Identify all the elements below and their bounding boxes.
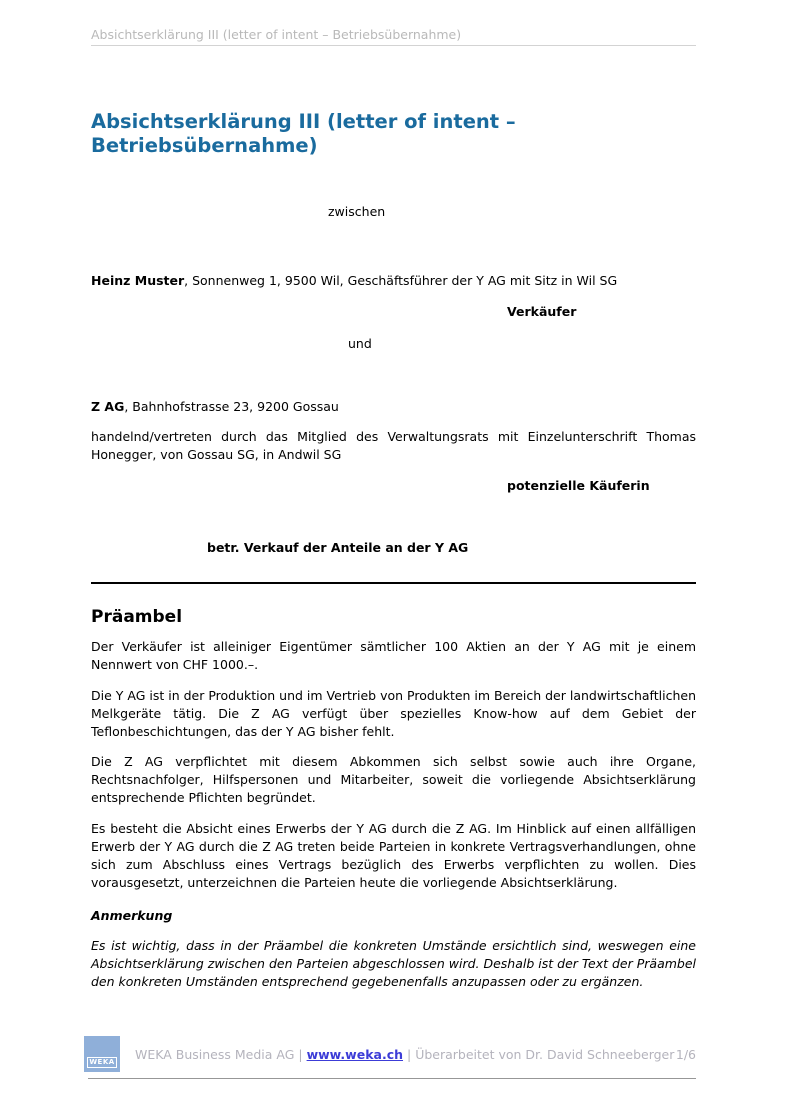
weka-logo-icon	[84, 1036, 120, 1072]
footer-separator: |	[407, 1047, 412, 1062]
weka-website-link[interactable]: www.weka.ch	[306, 1047, 404, 1062]
section-divider	[91, 582, 696, 584]
preamble-paragraph: Die Y AG ist in der Produktion und im Vertrieb von Produkten im Bereich der landwirtschaftlichen Melkgeräte tätig. Die Z AG verfügt über spezielles Know-how auf dem Gebiet der Teflonbeschichtungen, das der Y AG bisher fehlt.	[91, 687, 696, 739]
weka-logo-text: WEKA	[87, 1057, 117, 1068]
note-paragraph: Es ist wichtig, dass in der Präambel die konkreten Umstände ersichtlich sind, weswegen eine Absichtserklärung zwischen den Parteien abgeschlossen wird. Deshalb ist der Text der Präambel den konkreten Umständen entsprechend gegebenenfalls anzupassen oder zu ergänzen.	[91, 937, 696, 989]
seller-name: Heinz Muster	[91, 273, 185, 288]
preamble-paragraph: Der Verkäufer ist alleiniger Eigentümer sämtlicher 100 Aktien an der Y AG mit je einem Nennwert von CHF 1000.–.	[91, 639, 696, 672]
note-heading: Anmerkung	[91, 907, 173, 923]
buyer-name: Z AG	[91, 399, 125, 414]
seller-role-label: Verkäufer	[507, 304, 577, 319]
buyer-representation: handelnd/vertreten durch das Mitglied des Verwaltungsrats mit Einzelunterschrift Thomas Honegger, von Gossau SG, in Andwil SG	[91, 429, 696, 462]
buyer-role-label: potenzielle Käuferin	[507, 478, 650, 493]
preamble-heading: Präambel	[91, 607, 183, 627]
running-header-title: Absichtserklärung III (letter of intent – Betriebsübernahme)	[91, 27, 462, 42]
running-header	[91, 0, 696, 46]
between-label: zwischen	[328, 204, 386, 219]
seller-details: , Sonnenweg 1, 9500 Wil, Geschäftsführer der Y AG mit Sitz in Wil SG	[184, 273, 618, 288]
preamble-paragraph: Es besteht die Absicht eines Erwerbs der Y AG durch die Z AG. Im Hinblick auf einen allfälligen Erwerb der Y AG durch die Z AG treten beide Parteien in konkrete Vertragsverhandlungen, ohne sich zum Abschluss eines Vertrags bezüglich des Erwerbs verpflichten zu wollen. Dies vorausgesetzt, unterzeichnen die Parteien heute die vorliegende Absichtserklärung.	[91, 820, 696, 890]
footer-divider	[88, 1078, 696, 1079]
page-footer	[0, 1036, 787, 1086]
footer-edited-by: Überarbeitet von Dr. David Schneeberger	[415, 1047, 675, 1062]
buyer-details: , Bahnhofstrasse 23, 9200 Gossau	[124, 399, 339, 414]
page-title: Absichtserklärung III (letter of intent – Betriebsübernahme)	[91, 110, 516, 157]
seller-party-line	[91, 272, 696, 289]
footer-separator: |	[298, 1047, 303, 1062]
and-label: und	[348, 336, 372, 351]
page-number: 1/6	[675, 1047, 696, 1062]
preamble-paragraph: Die Z AG verpflichtet mit diesem Abkommen sich selbst sowie auch ihre Organe, Rechtsnachfolger, Hilfspersonen und Mitarbeiter, soweit die vorliegende Absichtserklärung entsprechende Pflichten begründet.	[91, 754, 696, 805]
subject-line: betr. Verkauf der Anteile an der Y AG	[207, 540, 469, 555]
footer-company: WEKA Business Media AG	[135, 1047, 295, 1062]
footer-credits	[135, 1047, 674, 1063]
buyer-party-line	[91, 398, 696, 415]
header-divider	[91, 45, 696, 46]
